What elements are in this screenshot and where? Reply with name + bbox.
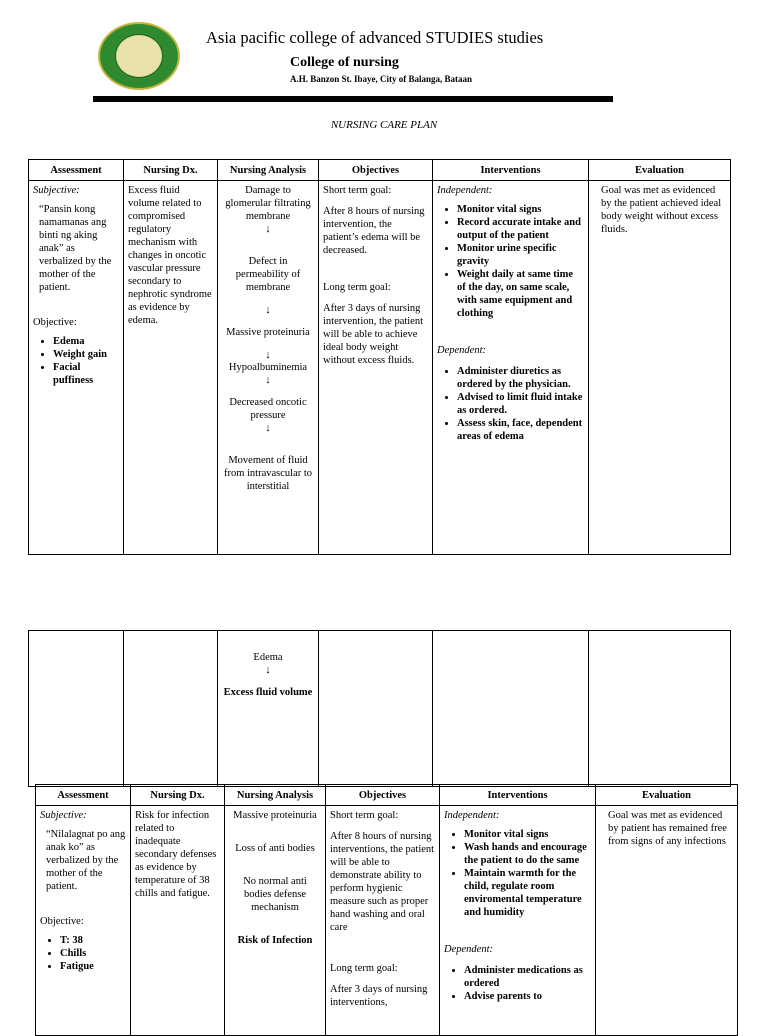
objective-label: Objective: <box>33 317 77 328</box>
col-objectives: Objectives <box>319 160 433 181</box>
diagnosis-cell <box>124 631 218 787</box>
intervention-item: • Monitor urine specific gravity <box>457 242 584 268</box>
college-name: Asia pacific college of advanced STUDIES studies <box>206 28 544 47</box>
col-nursing-analysis: Nursing Analysis <box>218 160 319 181</box>
analysis-step: Massive proteinuria <box>226 327 310 338</box>
objective-item: • Fatigue <box>60 960 126 973</box>
care-plan-table-1 <box>28 159 731 555</box>
intervention-item: • Record accurate intake and output of the patient <box>457 216 584 242</box>
evaluation-cell: Goal was met as evidenced by patient has remained free from signs of any infections <box>596 806 738 1036</box>
analysis-cell <box>225 806 326 1036</box>
assessment-cell <box>29 181 124 555</box>
intervention-item: • Administer diuretics as ordered by the physician. <box>457 365 584 391</box>
interventions-cell <box>440 806 596 1036</box>
objectives-cell <box>326 806 440 1036</box>
analysis-step: No normal anti bodies defense mechanism <box>243 876 307 913</box>
long-term-label: Long term goal: <box>323 282 391 293</box>
assessment-cell <box>29 631 124 787</box>
analysis-step: Edema <box>253 652 283 663</box>
care-plan-table-2 <box>35 784 738 1036</box>
objectives-cell <box>319 631 433 787</box>
objective-item: • Edema <box>53 335 119 348</box>
subjective-label: Subjective: <box>33 185 80 196</box>
intervention-item: • Advised to limit fluid intake as ordered. <box>457 391 584 417</box>
subjective-label: Subjective: <box>40 810 87 821</box>
short-term-goal: After 8 hours of nursing intervention, the patient’s edema will be decreased. <box>323 206 425 256</box>
long-term-goal: After 3 days of nursing intervention, the patient will be able to achieve ideal body weight without excess fluids. <box>323 303 424 366</box>
col-assessment: Assessment <box>29 160 124 181</box>
down-arrow-icon: ↓ <box>265 422 271 434</box>
seal-emblem-icon <box>115 34 163 78</box>
col-interventions: Interventions <box>433 160 589 181</box>
objective-item: • Facial puffiness <box>53 361 119 387</box>
intervention-item: • Maintain warmth for the child, regulate room enviromental temperature and humidity <box>464 867 591 919</box>
analysis-step: Defect in permeability of membrane <box>235 256 301 293</box>
col-evaluation: Evaluation <box>589 160 731 181</box>
intervention-item: • Advise parents to <box>464 990 591 1003</box>
col-assessment: Assessment <box>36 785 131 806</box>
objective-label: Objective: <box>40 916 84 927</box>
analysis-cell <box>218 181 319 555</box>
table-header-row <box>36 785 738 806</box>
long-term-goal: After 3 days of nursing interventions, <box>330 984 428 1008</box>
analysis-step: Loss of anti bodies <box>235 843 315 854</box>
intervention-item: • Monitor vital signs <box>457 203 584 216</box>
objective-item: • T: 38 <box>60 934 126 947</box>
short-term-goal: After 8 hours of nursing interventions, the patient will be able to demonstrate ability to perform hygienic measure such as proper hand washing and oral care <box>330 831 435 933</box>
analysis-step: Movement of fluid from intravascular to interstitial <box>223 455 313 492</box>
short-term-label: Short term goal: <box>323 185 392 196</box>
objective-item: • Chills <box>60 947 126 960</box>
assessment-cell <box>36 806 131 1036</box>
down-arrow-icon: ↓ <box>265 349 271 361</box>
intervention-item: • Weight daily at same time of the day, on same scale, with same equipment and clothing <box>457 268 584 320</box>
intervention-item: • Monitor vital signs <box>464 828 591 841</box>
down-arrow-icon: ↓ <box>265 374 271 386</box>
down-arrow-icon: ↓ <box>265 664 271 676</box>
dependent-label: Dependent: <box>444 944 493 955</box>
header-divider <box>93 96 613 102</box>
col-evaluation: Evaluation <box>596 785 738 806</box>
col-nursing-dx: Nursing Dx. <box>131 785 225 806</box>
care-plan-table-continuation <box>28 630 731 787</box>
analysis-conclusion: Risk of Infection <box>237 935 313 946</box>
table-row <box>29 631 731 787</box>
analysis-step: Hypoalbuminemia <box>228 362 308 373</box>
analysis-conclusion: Excess fluid volume <box>223 687 313 698</box>
subjective-quote: “Nilalagnat po ang anak ko” as verbalized by the mother of the patient. <box>46 829 126 892</box>
evaluation-cell <box>589 631 731 787</box>
independent-label: Independent: <box>444 810 500 821</box>
objectives-cell <box>319 181 433 555</box>
col-nursing-dx: Nursing Dx. <box>124 160 218 181</box>
table-row <box>29 181 731 555</box>
evaluation-cell: Goal was met as evidenced by the patient achieved ideal body weight without excess fluids. <box>589 181 731 555</box>
col-interventions: Interventions <box>440 785 596 806</box>
plan-title: NURSING CARE PLAN <box>330 119 438 131</box>
college-of-nursing-title: College of nursing <box>290 55 399 70</box>
intervention-item: • Administer medications as ordered <box>464 964 591 990</box>
diagnosis-cell: Excess fluid volume related to compromised regulatory mechanism with changes in oncotic vascular pressure secondary to nephrotic syndrome as evidence by edema. <box>124 181 218 555</box>
analysis-step: Damage to glomerular filtrating membrane <box>225 185 311 222</box>
analysis-cell <box>218 631 319 787</box>
objective-item: • Weight gain <box>53 348 119 361</box>
long-term-label: Long term goal: <box>330 963 398 974</box>
independent-label: Independent: <box>437 185 493 196</box>
table-header-row <box>29 160 731 181</box>
dependent-label: Dependent: <box>437 345 486 356</box>
down-arrow-icon: ↓ <box>265 304 271 316</box>
analysis-step: Decreased oncotic pressure <box>229 397 307 421</box>
intervention-item: • Wash hands and encourage the patient to do the same <box>464 841 591 867</box>
subjective-quote: “Pansin kong namamanas ang binti ng aking anak” as verbalized by the mother of the patient. <box>39 204 112 293</box>
intervention-item: • Assess skin, face, dependent areas of edema <box>457 417 584 443</box>
table-row <box>36 806 738 1036</box>
down-arrow-icon: ↓ <box>265 223 271 235</box>
diagnosis-cell: Risk for infection related to inadequate secondary defenses as evidence by temperature of 38 chills and fatigue. <box>131 806 225 1036</box>
interventions-cell <box>433 181 589 555</box>
analysis-step: Massive proteinuria <box>233 810 317 821</box>
interventions-cell <box>433 631 589 787</box>
col-nursing-analysis: Nursing Analysis <box>225 785 326 806</box>
short-term-label: Short term goal: <box>330 810 399 821</box>
college-address: A.H. Banzon St. Ibaye, City of Balanga, Bataan <box>290 74 473 84</box>
col-objectives: Objectives <box>326 785 440 806</box>
